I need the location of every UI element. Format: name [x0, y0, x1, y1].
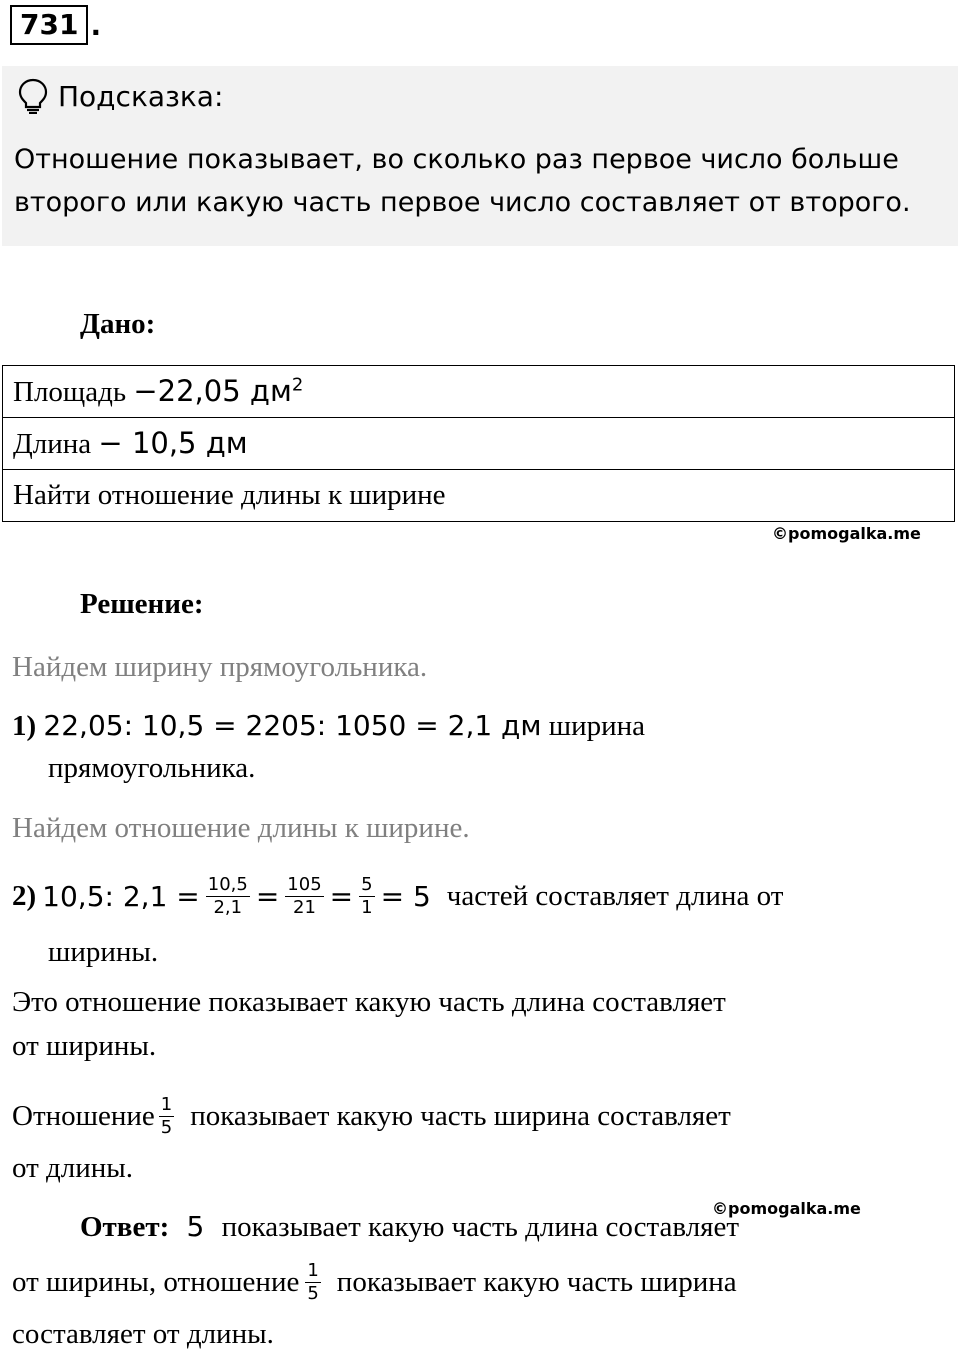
step1-continuation: прямоугольника. — [48, 752, 256, 784]
step2-intro: Найдем отношение длины к ширине. — [12, 812, 470, 844]
answer-line-1 — [80, 1210, 739, 1244]
step2-result: = 5 — [380, 879, 431, 913]
fraction-one-fifth — [305, 1261, 320, 1304]
answer-line-2-start: от ширины, отношение — [12, 1265, 300, 1298]
given-task-cell: Найти отношение длины к ширине — [3, 470, 955, 522]
explanation-2-start: Отношение — [12, 1099, 155, 1132]
given-area-cell — [3, 366, 955, 418]
hint-panel — [2, 66, 958, 246]
fraction-denominator: 21 — [293, 896, 316, 918]
equals-sign: = — [255, 879, 280, 913]
table-row — [3, 418, 955, 470]
explanation-1-line-1: Это отношение показывает какую часть длина составляет — [12, 986, 726, 1018]
task-number-box: 731 — [10, 5, 88, 45]
watermark: ©pomogalka.me — [712, 1199, 861, 1218]
area-exponent: 2 — [291, 374, 304, 396]
step2-expression: 10,5: 2,1 = — [42, 879, 200, 913]
step1-intro: Найдем ширину прямоугольника. — [12, 651, 428, 683]
hint-title-text: Подсказка: — [58, 79, 224, 113]
task-number — [10, 6, 101, 44]
fraction-numerator: 10,5 — [207, 873, 248, 895]
fraction-denominator: 5 — [160, 1116, 173, 1138]
fraction-one-fifth — [159, 1095, 174, 1138]
watermark: ©pomogalka.me — [772, 524, 921, 543]
step2-continuation: ширины. — [48, 936, 159, 968]
fraction-105-over-21 — [285, 875, 323, 918]
fraction-numerator: 1 — [160, 1093, 173, 1115]
area-value: −22,05 дм — [133, 374, 292, 408]
explanation-2-rest: показывает какую часть ширина составляет — [190, 1099, 731, 1132]
step2-text: частей составляет длина от — [446, 879, 784, 912]
hint-text: Отношение показывает, во сколько раз первое число больше второго или какую часть первое число составляет от второго. — [14, 144, 911, 218]
answer-line-2-rest: показывает какую часть ширина — [336, 1265, 737, 1298]
equals-sign: = — [329, 879, 354, 913]
length-label: Длина — [13, 428, 99, 460]
explanation-1-line-2: от ширины. — [12, 1030, 157, 1062]
answer-value: 5 — [186, 1210, 205, 1243]
answer-line-2 — [12, 1254, 737, 1310]
answer-label: Ответ: — [80, 1211, 170, 1243]
fraction-numerator: 105 — [287, 873, 322, 895]
answer-line-1-rest: показывает какую часть длина составляет — [221, 1211, 740, 1243]
step1-number: 1) — [12, 710, 37, 742]
solution-heading: Решение: — [80, 588, 204, 620]
task-number-dot: . — [90, 8, 102, 42]
explanation-2-line-2: от длины. — [12, 1152, 134, 1184]
explanation-2-line-1 — [12, 1088, 731, 1144]
lightbulb-icon — [18, 78, 48, 114]
step1-text: ширина — [541, 710, 646, 742]
given-length-cell — [3, 418, 955, 470]
step1-expression: 22,05: 10,5 = 2205: 1050 = 2,1 дм — [43, 709, 542, 742]
area-label: Площадь — [13, 376, 134, 408]
fraction-numerator: 1 — [307, 1259, 319, 1281]
fraction-5-over-1 — [359, 875, 374, 918]
answer-line-3: составляет от длины. — [12, 1318, 274, 1350]
length-value: − 10,5 дм — [98, 426, 248, 460]
table-row — [3, 366, 955, 418]
step1-line — [12, 709, 645, 743]
given-table — [2, 365, 955, 522]
hint-title — [18, 78, 223, 114]
fraction-denominator: 5 — [307, 1282, 319, 1304]
table-row — [3, 470, 955, 522]
fraction-denominator: 1 — [361, 896, 373, 918]
fraction-denominator: 2,1 — [213, 896, 243, 918]
given-heading: Дано: — [80, 308, 156, 340]
step2-line — [12, 866, 783, 926]
fraction-numerator: 5 — [361, 873, 373, 895]
step2-number: 2) — [12, 879, 37, 912]
fraction-10-5-over-2-1 — [206, 875, 250, 918]
